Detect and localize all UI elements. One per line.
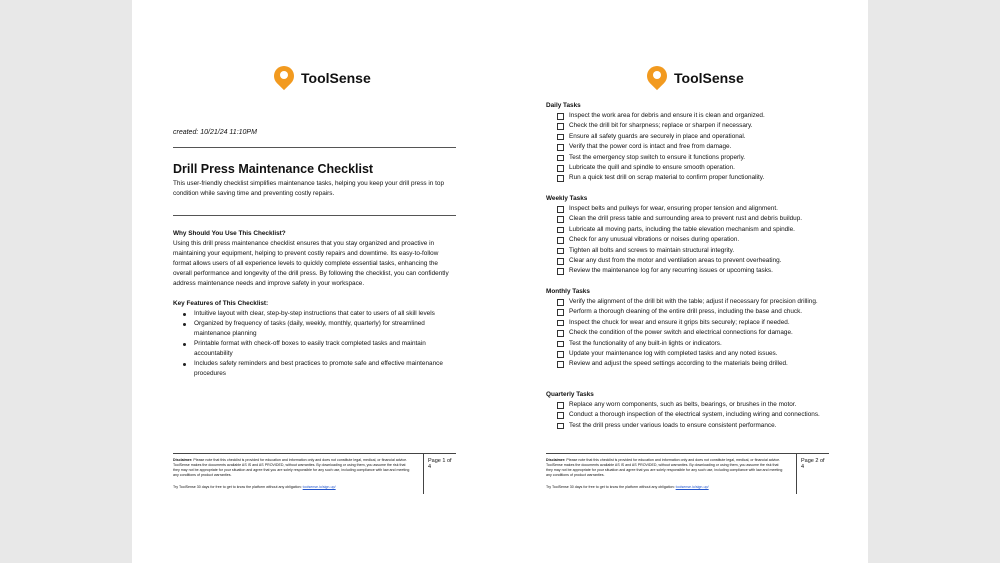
checkbox[interactable] xyxy=(557,268,564,275)
checkbox[interactable] xyxy=(557,155,564,162)
task-text: Replace any worn components, such as belts, bearings, or brushes in the motor. xyxy=(569,401,797,408)
trial-note xyxy=(546,485,709,489)
document-title: Drill Press Maintenance Checklist xyxy=(173,162,374,176)
document-page-1 xyxy=(132,0,500,563)
task-item xyxy=(557,400,825,410)
task-item xyxy=(557,307,825,317)
disclaimer xyxy=(546,458,786,478)
task-text: Verify the alignment of the drill bit with the table; adjust if necessary for precision drilling. xyxy=(569,298,818,305)
monthly-task-list xyxy=(557,297,825,370)
task-item xyxy=(557,214,825,224)
signup-link[interactable]: toolsense.io/sign-up/ xyxy=(302,485,336,489)
checkbox[interactable] xyxy=(557,258,564,265)
features-list xyxy=(183,309,463,379)
divider xyxy=(173,147,456,148)
checkbox[interactable] xyxy=(557,144,564,151)
page-number: Page 2 of 4 xyxy=(801,458,825,470)
checkbox[interactable] xyxy=(557,123,564,130)
task-text: Check the drill bit for sharpness; replace or sharpen if necessary. xyxy=(569,122,753,130)
checkbox[interactable] xyxy=(557,361,564,368)
task-text: Inspect belts and pulleys for wear, ensuring proper tension and alignment. xyxy=(569,205,778,212)
task-item xyxy=(557,421,825,431)
task-item xyxy=(557,246,825,256)
location-pin-icon xyxy=(274,66,294,90)
task-item xyxy=(557,266,825,276)
task-text: Inspect the chuck for wear and ensure it grips bits securely; replace if needed. xyxy=(569,318,790,326)
page-footer xyxy=(546,453,829,494)
task-text: Clean the drill press table and surrounding area to prevent rust and debris buildup. xyxy=(569,215,803,223)
section-title-weekly: Weekly Tasks xyxy=(546,195,588,202)
page-footer xyxy=(173,453,456,494)
checkbox[interactable] xyxy=(557,237,564,244)
task-item xyxy=(557,328,825,338)
task-text: Test the drill press under various loads to ensure consistent performance. xyxy=(569,421,777,429)
task-item xyxy=(557,163,825,173)
intro-paragraph: This user-friendly checklist simplifies maintenance tasks, helping you keep your drill press in top condition while saving time and preventing costly repairs. xyxy=(173,180,445,197)
task-text: Lubricate all moving parts, including the table elevation mechanism and spindle. xyxy=(569,225,795,233)
checkbox[interactable] xyxy=(557,216,564,223)
task-item xyxy=(557,339,825,349)
checkbox[interactable] xyxy=(557,227,564,234)
section-title-monthly: Monthly Tasks xyxy=(546,288,590,295)
task-item xyxy=(557,111,825,121)
brand-name: ToolSense xyxy=(674,70,744,86)
location-pin-icon xyxy=(647,66,667,90)
task-item xyxy=(557,410,825,420)
task-item xyxy=(557,349,825,359)
signup-link[interactable]: toolsense.io/sign-up/ xyxy=(675,485,709,489)
task-item xyxy=(557,225,825,235)
toolsense-logo xyxy=(647,66,744,90)
toolsense-logo xyxy=(274,66,371,90)
checkbox[interactable] xyxy=(557,351,564,358)
task-text: Update your maintenance log with completed tasks and any noted issues. xyxy=(569,350,778,358)
task-item xyxy=(557,142,825,152)
checkbox[interactable] xyxy=(557,320,564,327)
task-item xyxy=(557,132,825,142)
checkbox[interactable] xyxy=(557,175,564,182)
quarterly-task-list xyxy=(557,400,825,431)
task-text: Ensure all safety guards are securely in place and operational. xyxy=(569,132,746,140)
checkbox[interactable] xyxy=(557,402,564,409)
brand-name: ToolSense xyxy=(301,70,371,86)
checkbox[interactable] xyxy=(557,341,564,348)
disclaimer-label: Disclaimer: xyxy=(173,458,193,462)
disclaimer-text: Please note that this checklist is provided for education and information only and does not constitute legal, medical, or financial advice. ToolSense makes the documents available AS IS and AS PROVIDED, without warranties. By downloading or using them, you assume the risk that they may not be appropriate for your situation and agree that you are solely responsible for any such use, including compliance with law and meeting any conditions of product warranties. xyxy=(546,458,783,477)
task-item xyxy=(557,204,825,214)
task-text: Conduct a thorough inspection of the electrical system, including wiring and connections. xyxy=(569,411,820,419)
task-text: Lubricate the quill and spindle to ensure smooth operation. xyxy=(569,164,735,172)
task-text: Test the emergency stop switch to ensure it functions properly. xyxy=(569,153,746,161)
features-heading: Key Features of This Checklist: xyxy=(173,300,269,307)
task-text: Check for any unusual vibrations or noises during operation. xyxy=(569,236,740,244)
checkbox[interactable] xyxy=(557,299,564,306)
list-item: Intuitive layout with clear, step-by-step instructions that cater to users of all skill levels xyxy=(183,309,463,319)
list-item: Includes safety reminders and best practices to promote safe and effective maintenance procedures xyxy=(183,359,463,379)
task-text: Tighten all bolts and screws to maintain structural integrity. xyxy=(569,246,735,254)
task-item xyxy=(557,256,825,266)
checkbox[interactable] xyxy=(557,309,564,316)
task-item xyxy=(557,153,825,163)
task-item xyxy=(557,318,825,328)
disclaimer-text: Please note that this checklist is provided for education and information only and does not constitute legal, medical, or financial advice. ToolSense makes the documents available AS IS and AS PROVIDED, without warranties. By downloading or using them, you assume the risk that they may not be appropriate for your situation and agree that you are solely responsible for any such use, including compliance with law and meeting any conditions of product warranties. xyxy=(173,458,410,477)
task-item xyxy=(557,121,825,131)
task-item xyxy=(557,359,825,369)
checkbox[interactable] xyxy=(557,206,564,213)
checkbox[interactable] xyxy=(557,248,564,255)
task-text: Verify that the power cord is intact and free from damage. xyxy=(569,143,732,151)
task-text: Run a quick test drill on scrap material to confirm proper functionality. xyxy=(569,174,765,182)
why-paragraph: Using this drill press maintenance checklist ensures that you stay organized and proactive in maintaining your equipment, helping to prevent costly repairs and downtime. Its easy-to-follow format allows users of all experience levels to quickly complete essential tasks, enhancing the overall performance and longevity of the drill press. By following the checklist, you can confidently address maintenance needs and improve safety in your workspace. xyxy=(173,240,449,287)
checkbox[interactable] xyxy=(557,330,564,337)
task-item xyxy=(557,235,825,245)
task-text: Test the functionality of any built-in lights or indicators. xyxy=(569,339,722,347)
divider xyxy=(423,454,424,494)
checkbox[interactable] xyxy=(557,412,564,419)
checkbox[interactable] xyxy=(557,113,564,120)
trial-note xyxy=(173,485,336,489)
task-text: Review and adjust the speed settings according to the materials being drilled. xyxy=(569,360,788,368)
task-text: Perform a thorough cleaning of the entire drill press, including the base and chuck. xyxy=(569,308,803,316)
list-item: Organized by frequency of tasks (daily, weekly, monthly, quarterly) for streamlined maintenance planning xyxy=(183,319,463,339)
checkbox[interactable] xyxy=(557,423,564,430)
disclaimer-label: Disclaimer: xyxy=(546,458,566,462)
divider xyxy=(173,215,456,216)
task-text: Review the maintenance log for any recurring issues or upcoming tasks. xyxy=(569,267,773,275)
checkbox[interactable] xyxy=(557,165,564,172)
daily-task-list xyxy=(557,111,825,184)
divider xyxy=(796,454,797,494)
page-number: Page 1 of 4 xyxy=(428,458,452,470)
section-title-daily: Daily Tasks xyxy=(546,102,581,109)
task-item xyxy=(557,173,825,183)
trial-text: Try ToolSense 30 days for free to get to know the platform without any obligation: xyxy=(546,485,675,489)
task-text: Check the condition of the power switch and electrical connections for damage. xyxy=(569,329,793,337)
list-item: Printable format with check-off boxes to easily track completed tasks and maintain accountability xyxy=(183,339,463,359)
checkbox[interactable] xyxy=(557,134,564,141)
section-title-quarterly: Quarterly Tasks xyxy=(546,391,594,398)
weekly-task-list xyxy=(557,204,825,277)
task-text: Clear any dust from the motor and ventilation areas to prevent overheating. xyxy=(569,257,782,265)
trial-text: Try ToolSense 30 days for free to get to know the platform without any obligation: xyxy=(173,485,302,489)
document-page-2 xyxy=(500,0,868,563)
task-item xyxy=(557,297,825,307)
task-text: Inspect the work area for debris and ensure it is clean and organized. xyxy=(569,112,765,119)
disclaimer xyxy=(173,458,413,478)
created-timestamp: created: 10/21/24 11:10PM xyxy=(173,129,257,136)
why-heading: Why Should You Use This Checklist? xyxy=(173,230,286,237)
